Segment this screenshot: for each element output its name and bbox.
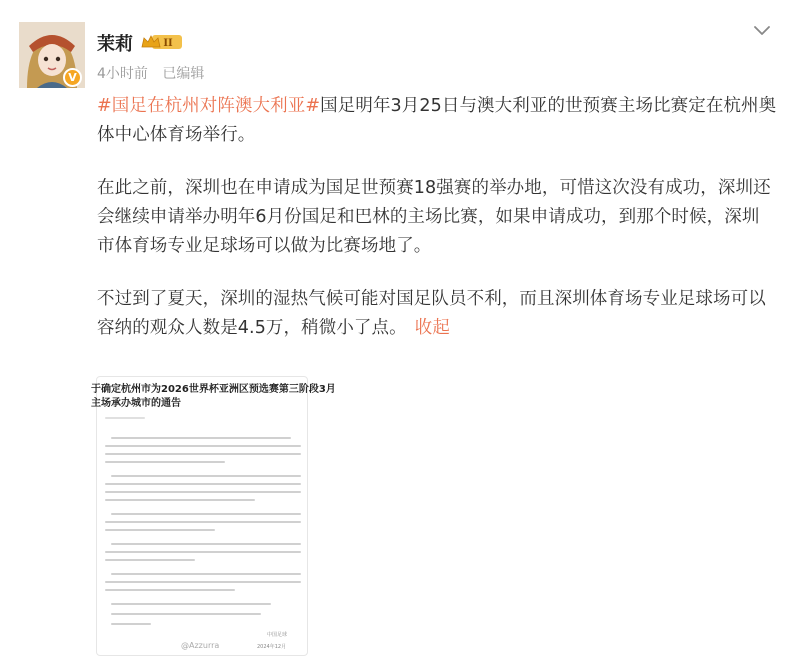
doc-text-line: [111, 623, 151, 625]
doc-text-line: [105, 499, 255, 501]
doc-footer-org: 中国足球: [267, 632, 288, 638]
author-name[interactable]: 茉莉: [97, 34, 133, 55]
paragraph-3-text: 不过到了夏天，深圳的湿热气候可能对国足队员不利，而且深圳体育场专业足球场可以容纳的观众人数是4.5万，稍微小了点。: [97, 289, 766, 338]
doc-text-line: [111, 603, 271, 605]
doc-footer-date: 2024年12月: [257, 644, 287, 650]
doc-text-line: [111, 437, 291, 439]
doc-text-line: [111, 573, 301, 575]
paragraph-2: 在此之前，深圳也在申请成为国足世预赛18强赛的举办地，可惜这次没有成功，深圳还会继续申请举办明年6月份国足和巴林的主场比赛，如果申请成功，到那个时候，深圳市体育场专业足球场可以做为比赛场地了。: [97, 178, 771, 256]
paragraph-3: [97, 285, 777, 343]
doc-title-line-1: 于确定杭州市为2026世界杯亚洲区预选赛第三阶段3月: [91, 384, 336, 395]
verified-v-icon: V: [63, 68, 82, 87]
post-body: [97, 92, 777, 367]
doc-subtitle: [105, 417, 145, 419]
doc-text-line: [111, 543, 301, 545]
post-meta: [97, 63, 214, 83]
paragraph-1-text: 国足明年3月25日与澳大利亚的世预赛主场比赛定在杭州奥体中心体育场举行。: [97, 96, 777, 145]
doc-text-line: [111, 613, 261, 615]
doc-text-line: [105, 453, 301, 455]
doc-text-line: [111, 513, 301, 515]
post-time[interactable]: 4小时前: [97, 66, 148, 82]
doc-text-line: [105, 559, 195, 561]
image-watermark: @Azzurra: [181, 641, 220, 650]
doc-text-line: [105, 529, 215, 531]
doc-text-line: [105, 483, 301, 485]
paragraph-1: [97, 92, 777, 150]
doc-text-line: [111, 475, 301, 477]
doc-text-line: [105, 551, 301, 553]
doc-text-line: [105, 491, 301, 493]
doc-title: [91, 383, 336, 411]
doc-text-line: [105, 461, 225, 463]
collapse-link[interactable]: 收起: [414, 318, 450, 338]
doc-text-line: [105, 581, 301, 583]
attached-image[interactable]: [91, 376, 336, 656]
edited-label[interactable]: 已编辑: [162, 66, 205, 82]
doc-title-line-2: 主场承办城市的通告: [91, 398, 181, 409]
doc-text-line: [105, 521, 301, 523]
rank-badge-text: II: [163, 38, 173, 49]
doc-text-line: [105, 445, 301, 447]
topic-link[interactable]: #国足在杭州对阵澳大利亚#: [97, 96, 321, 116]
doc-text-line: [105, 589, 235, 591]
chevron-down-icon[interactable]: [749, 20, 775, 40]
rank-crown-badge[interactable]: [140, 33, 184, 51]
